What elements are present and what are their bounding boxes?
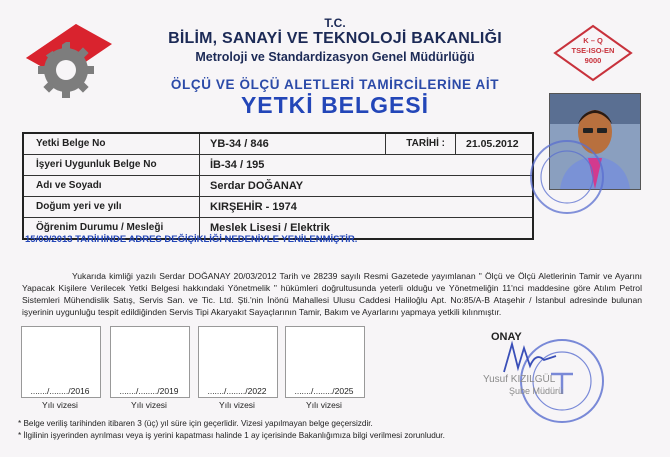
authorization-paragraph: Yukarıda kimliği yazılı Serdar DOĞANAY 20/03/2012 Tarih ve 28239 sayılı Resmi Gazetede yayımlanan " Ölçü ve Ölçü Aletlerinin Tamir ve Ayarını Yapacak Kişilere Verilecek Yetki Belgesi hakkındaki Yönetmelik " hükümleri doğrultusunda yeterli olduğu ve Yönetmeliğin 11'nci maddesine göre Atılım Petrol Sistemleri Mühendislik Satış, Servis San. ve Tic. Ltd. Şti.'nin İnönü Mahallesi Ulusu Caddesi Haliloğlu Apt. No:85/A-B Ataşehir / İstanbul adresinde bulunan işyerinin uygunluğu tespit edildiğinden Servis Tipi Akaryakıt Sayaçlarının Tamir, Bakım ve Ayarlarını yapmaya yetkili kılınmıştır. (22, 271, 642, 317)
signer-name: Yusuf KIZILGÜL (483, 374, 556, 385)
ogrenim-value: Meslek Lisesi / Elektrik (210, 222, 330, 234)
row-ad-soyad (24, 176, 532, 197)
document-subtitle: ÖLÇÜ VE ÖLÇÜ ALETLERİ TAMİRCİLERİNE AİT (170, 77, 500, 92)
visa-label-2025: Yılı vizesi (306, 400, 342, 410)
dogum-value: KIRŞEHİR - 1974 (210, 201, 297, 213)
header-tc: T.C. (324, 16, 346, 30)
tse-line2: TSE-ISO-EN (571, 46, 615, 55)
row-uygunluk (24, 155, 532, 176)
tse-line1: K – Q (583, 36, 603, 45)
signature-icon (500, 338, 560, 378)
visa-label-2019: Yılı vizesi (131, 400, 167, 410)
directorate-name: Metroloji ve Standardizasyon Genel Müdürlüğü (195, 50, 475, 64)
row-dogum (24, 197, 532, 218)
certificate-details-table (22, 132, 534, 240)
tarih-label: TARİHİ : (386, 134, 456, 154)
approval-heading: ONAY (491, 331, 522, 343)
ogrenim-label: Öğrenim Durumu / Mesleği (24, 218, 200, 238)
visa-date-2025: ......./......../2025 (294, 386, 354, 396)
tse-line3: 9000 (584, 56, 602, 65)
row-belge-no (24, 134, 532, 155)
footnote-notification: * İlgilinin işyerinden ayrılması veya iş yerini kapatması halinde 1 ay içerisinde Bakanlığımıza bilgi verilmesi zorunludur. (18, 431, 445, 440)
ministry-name: BİLİM, SANAYİ VE TEKNOLOJİ BAKANLIĞI (168, 30, 502, 47)
belge-no-value: YB-34 / 846 (200, 134, 386, 154)
ad-soyad-label: Adı ve Soyadı (24, 176, 200, 196)
document-title: YETKİ BELGESİ (240, 92, 430, 118)
ad-soyad-value: Serdar DOĞANAY (210, 180, 304, 192)
tarih-value: 21.05.2012 (466, 138, 519, 150)
dogum-label: Doğum yeri ve yılı (24, 197, 200, 217)
visa-date-2016: ......./......../2016 (30, 386, 90, 396)
uygunluk-value: İB-34 / 195 (210, 159, 265, 171)
belge-no-label: Yetki Belge No (24, 134, 200, 154)
visa-label-2016: Yılı vizesi (42, 400, 78, 410)
renewal-note: 15/03/2013 TARİHİNDE ADRES DEĞİŞİKLİĞİ NEDENİYLE YENİLENMİŞTİR. (25, 234, 358, 245)
signer-title: Şube Müdürü (509, 386, 564, 396)
visa-date-2022: ......./......../2022 (207, 386, 267, 396)
visa-label-2022: Yılı vizesi (219, 400, 255, 410)
uygunluk-label: İşyeri Uygunluk Belge No (24, 155, 200, 175)
footnote-validity: * Belge veriliş tarihinden itibaren 3 (üç) yıl süre için geçerlidir. Vizesi yapılmayan belge geçersizdir. (18, 419, 373, 428)
official-stamp-icon (528, 136, 606, 218)
visa-date-2019: ......./......../2019 (119, 386, 179, 396)
